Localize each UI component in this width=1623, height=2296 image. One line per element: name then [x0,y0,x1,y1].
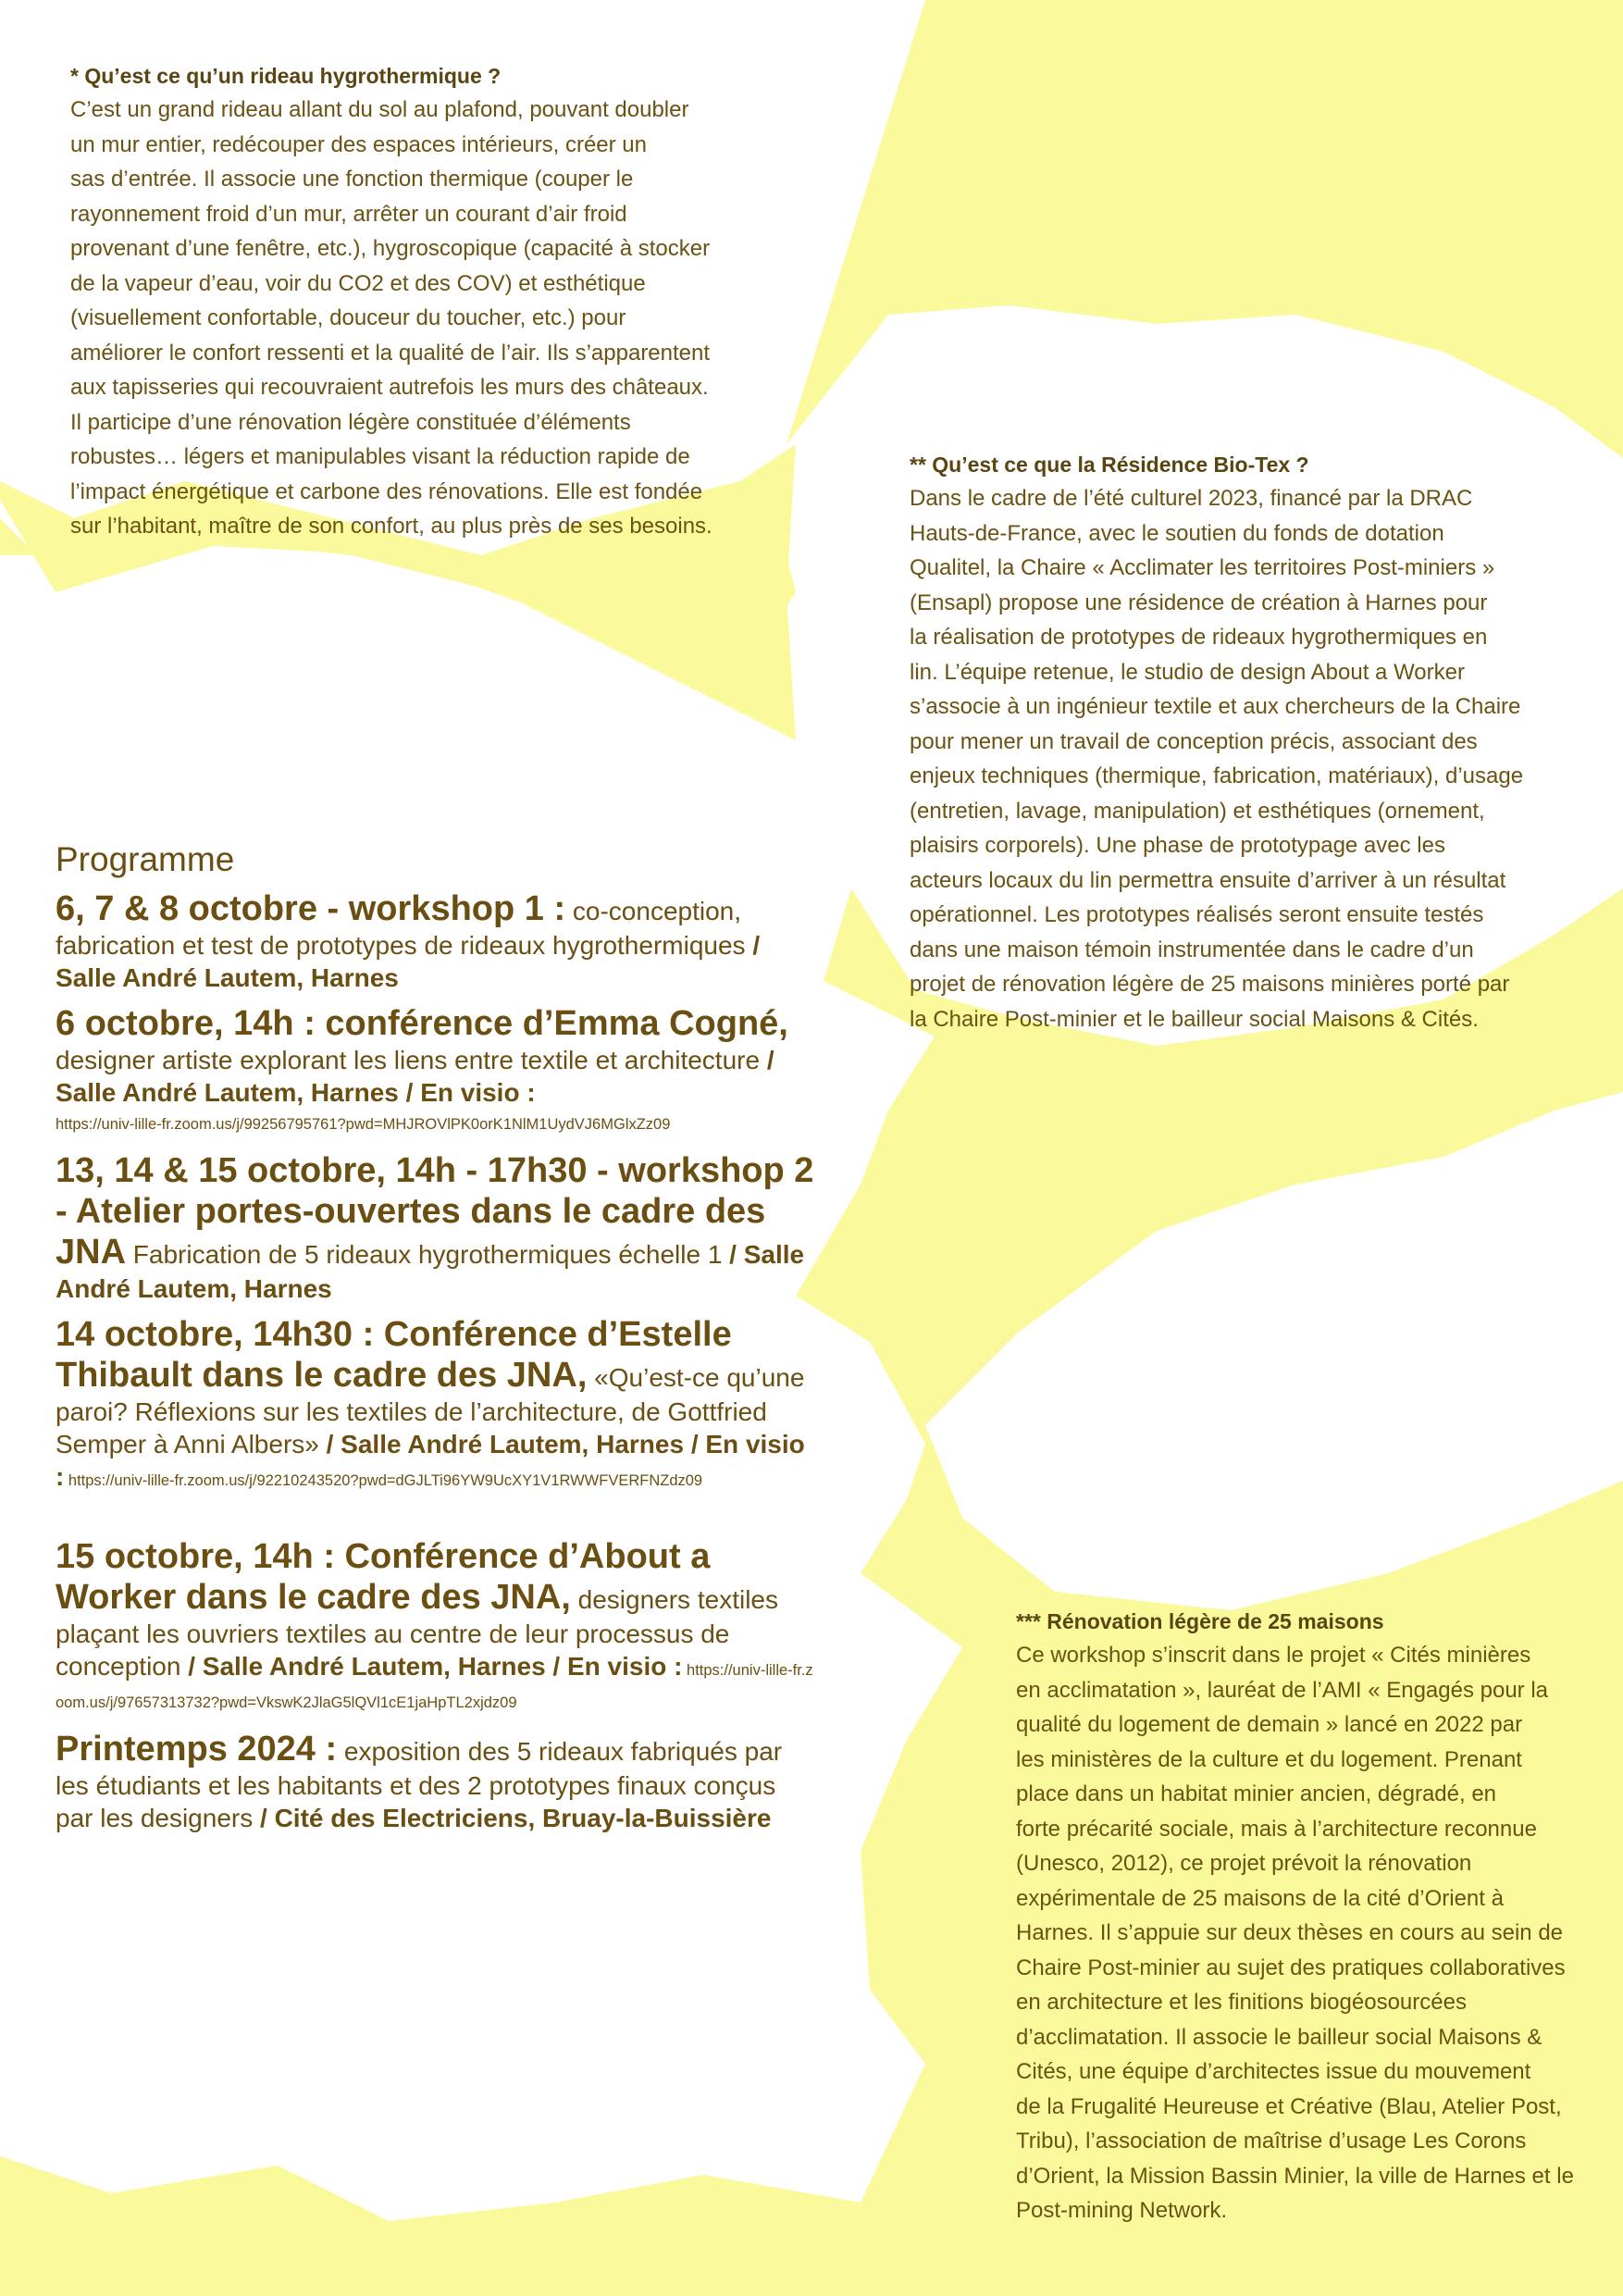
programme-item-place: / Salle André Lautem, Harnes / En visio : [56,1046,774,1107]
note-line: aux tapisseries qui recouvraient autrefois les murs des châteaux. [70,375,709,400]
programme-item-description: designers textiles plaçant les ouvriers textiles au centre de leur processus de conception [56,1585,778,1681]
note-line: Chaire Post-minier au sujet des pratiques collaboratives [1016,1955,1566,1980]
programme-item-description: exposition des 5 rideaux fabriqués par les étudiants et les habitants et des 2 prototypes finaux conçus par les designers [56,1737,783,1832]
note-line: la Chaire Post-minier et le bailleur social Maisons & Cités. [910,1006,1479,1032]
programme-item-place: / Salle André Lautem, Harnes [56,1240,805,1303]
programme-item [56,1536,814,1719]
note-line: (Ensapl) propose une résidence de création à Harnes pour [910,590,1488,615]
note-line: lin. L’équipe retenue, le studio de design About a Worker [910,659,1465,685]
programme-item [56,1314,814,1497]
note-line: plaisirs corporels). Une phase de prototypage avec les [910,833,1445,858]
note-line: Cités, une équipe d’architectes issue du mouvement [1016,2059,1531,2084]
note-line: Il participe d’une rénovation légère constituée d’éléments [70,409,631,435]
visio-link[interactable]: https://univ-lille-fr.zoom.us/j/92210243520?pwd=dGJLTi96YW9UcXY1V1RWWFVERFNZdz09 [64,1472,703,1489]
note-title: ** Qu’est ce que la Résidence Bio-Tex ? [910,453,1309,477]
note-line: (entretien, lavage, manipulation) et esthétiques (ornement, [910,798,1485,824]
note-line: qualité du logement de demain » lancé en 2022 par [1016,1712,1523,1737]
visio-link[interactable]: https://univ-lille-fr.zoom.us/j/97657313732?pwd=VkswK2JlaG5lQVl1cE1jaHpTL2xjdz09 [56,1662,813,1711]
note-line: rayonnement froid d’un mur, arrêter un courant d’air froid [70,201,627,227]
note-line: projet de rénovation légère de 25 maisons minières porté par [910,972,1510,997]
note-line: Hauts-de-France, avec le soutien du fonds de dotation [910,520,1444,546]
programme-item-heading: 6, 7 & 8 octobre - workshop 1 : [56,889,566,928]
note-line: en acclimatation », lauréat de l’AMI « Engagés pour la [1016,1677,1549,1703]
note-line: robustes… légers et manipulables visant la réduction rapide de [70,444,690,469]
programme-item-heading: 15 octobre, 14h : Conférence d’About a Worker dans le cadre des JNA, [56,1537,711,1617]
note-line: en architecture et les finitions biogéosourcées [1016,1990,1467,2015]
note-line: sur l’habitant, maître de son confort, au plus près de ses besoins. [70,514,712,539]
note-body [70,93,737,544]
programme-item [56,1003,814,1141]
note-title: * Qu’est ce qu’un rideau hygrothermique ? [70,64,502,88]
note-line: pour mener un travail de conception précis, associant des [910,728,1478,754]
note-line: l’impact énergétique et carbone des rénovations. Elle est fondée [70,478,703,504]
note-body [1016,1638,1608,2228]
note-residence-bio-tex [910,448,1576,1036]
note-line: Post-mining Network. [1016,2198,1228,2223]
note-line: dans une maison témoin instrumentée dans le cadre d’un [910,937,1474,962]
programme-item-place: / Salle André Lautem, Harnes [56,931,761,992]
note-title: *** Rénovation légère de 25 maisons [1016,1609,1384,1633]
note-line: Harnes. Il s’appuie sur deux thèses en cours au sein de [1016,1920,1564,1945]
note-body [910,481,1576,1036]
note-line: un mur entier, redécouper des espaces intérieurs, créer un [70,131,648,157]
programme-item-description: «Qu’est-ce qu’une paroi? Réflexions sur les textiles de l’architecture, de Gottfried Semper à Anni Albers» [56,1363,805,1458]
note-line: sas d’entrée. Il associe une fonction thermique (couper le [70,167,634,192]
note-line: Tribu), l’association de maîtrise d’usage Les Corons [1016,2128,1527,2153]
programme-item-place: / Salle André Lautem, Harnes / En visio : [56,1430,805,1491]
note-line: provenant d’une fenêtre, etc.), hygroscopique (capacité à stocker [70,236,711,261]
note-line: Dans le cadre de l’été culturel 2023, financé par la DRAC [910,486,1473,511]
note-line: Ce workshop s’inscrit dans le projet « Cités minières [1016,1643,1531,1668]
programme-item [56,1729,814,1834]
note-line: forte précarité sociale, mais à l’architecture reconnue [1016,1816,1537,1842]
note-line: d’acclimatation. Il associe le bailleur social Maisons & [1016,2024,1542,2050]
programme-item-heading: 6 octobre, 14h : conférence d’Emma Cogné, [56,1004,788,1043]
programme-item-description: Fabrication de 5 rideaux hygrothermiques échelle 1 [126,1240,723,1269]
note-line: opérationnel. Les prototypes réalisés seront ensuite testés [910,902,1484,927]
note-line: enjeux techniques (thermique, fabrication, matériaux), d’usage [910,763,1524,788]
note-line: de la Frugalité Heureuse et Créative (Blau, Atelier Post, [1016,2093,1562,2119]
note-line: Qualitel, la Chaire « Acclimater les territoires Post-miniers » [910,555,1495,580]
note-line: la réalisation de prototypes de rideaux hygrothermiques en [910,625,1488,650]
note-rideau-hygrothermique [70,59,737,544]
note-line: d’Orient, la Mission Bassin Minier, la ville de Harnes et le [1016,2163,1574,2189]
programme-item-place: / Salle André Lautem, Harnes / En visio : [180,1652,683,1681]
note-line: acteurs locaux du lin permettra ensuite d’arriver à un résultat [910,867,1506,893]
note-line: s’associe à un ingénieur textile et aux chercheurs de la Chaire [910,694,1521,719]
visio-link[interactable]: https://univ-lille-fr.zoom.us/j/99256795761?pwd=MHJROVlPK0orK1NlM1UydVJ6MGlxZz09 [56,1116,671,1133]
note-line: expérimentale de 25 maisons de la cité d’Orient à [1016,1885,1504,1911]
programme-item [56,888,814,994]
note-line: les ministères de la culture et du logement. Prenant [1016,1746,1522,1772]
programme-item [56,1150,814,1305]
note-line: (visuellement confortable, douceur du toucher, etc.) pour [70,305,626,330]
programme-list [56,888,814,1834]
note-line: améliorer le confort ressenti et la qualité de l’air. Ils s’apparentent [70,340,711,366]
note-line: (Unesco, 2012), ce projet prévoit la rénovation [1016,1851,1472,1876]
note-renovation-legere [1016,1605,1608,2228]
programme-item-description: designer artiste explorant les liens entre textile et architecture [56,1046,761,1074]
programme-item-heading: 14 octobre, 14h30 : Conférence d’Estelle Thibault dans le cadre des JNA, [56,1315,732,1395]
programme-title: Programme [56,840,235,878]
note-line: de la vapeur d’eau, voir du CO2 et des COV) et esthétique [70,270,646,296]
note-line: place dans un habitat minier ancien, dégradé, en [1016,1781,1497,1806]
programme-item-heading: Printemps 2024 : [56,1730,338,1769]
programme-item-heading: 13, 14 & 15 octobre, 14h - 17h30 - workshop 2 - Atelier portes-ouvertes dans le cadre des JNA [56,1151,814,1272]
programme-item-place: / Cité des Electriciens, Bruay-la-Buissière [253,1804,772,1832]
programme-section [56,840,814,1834]
programme-item-description: co-conception, fabrication et test de prototypes de rideaux hygrothermiques [56,897,746,960]
note-line: C’est un grand rideau allant du sol au plafond, pouvant doubler [70,97,689,122]
